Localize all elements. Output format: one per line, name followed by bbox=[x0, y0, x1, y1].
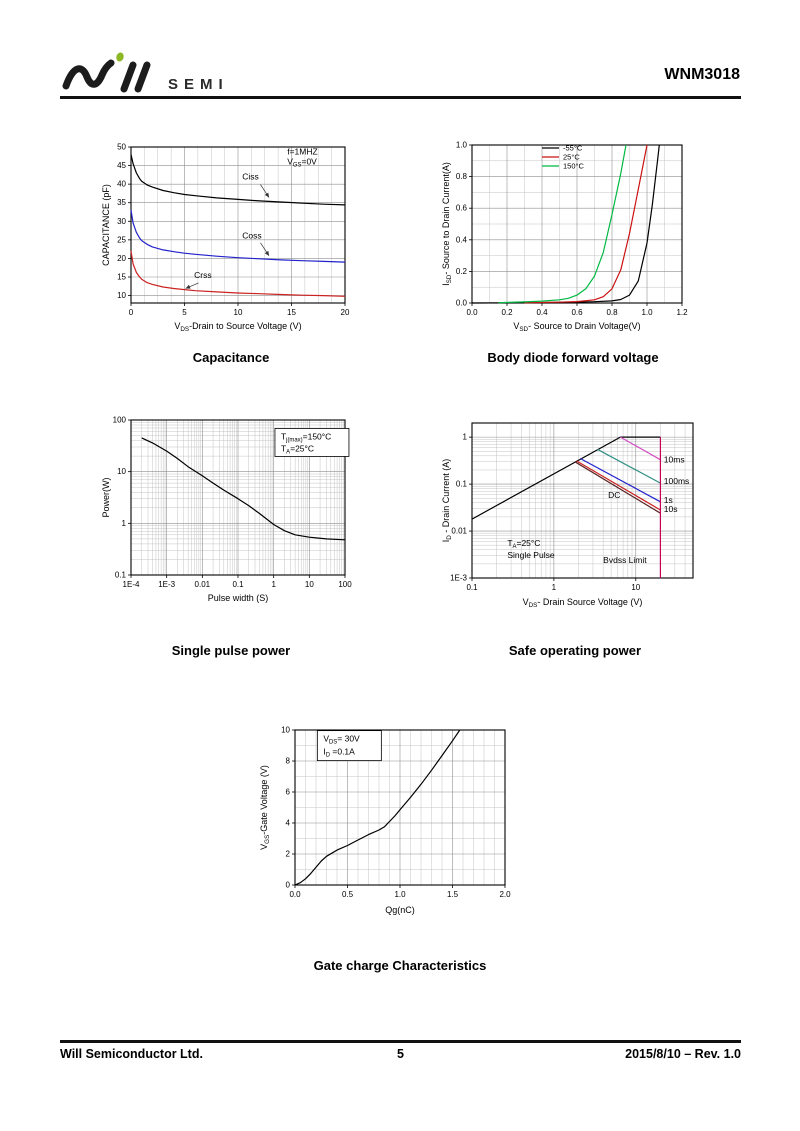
x-tick-label: 0.8 bbox=[606, 308, 618, 317]
y-axis-label: $I_{SD}-$ Source to Drain Current(A) bbox=[441, 162, 453, 286]
chart-caption-body-diode: Body diode forward voltage bbox=[487, 350, 659, 365]
y-tick-label: 50 bbox=[117, 142, 126, 152]
footer-rule bbox=[60, 1040, 741, 1043]
x-tick-label: 100 bbox=[338, 580, 352, 589]
y-tick-label: 35 bbox=[117, 198, 126, 208]
x-tick-label: 1E-3 bbox=[158, 580, 176, 589]
chart-caption-single-pulse: Single pulse power bbox=[171, 643, 291, 658]
x-tick-label: 0.0 bbox=[466, 308, 478, 317]
logo-slash-2 bbox=[138, 65, 147, 89]
chart-caption-soa: Safe operating power bbox=[508, 643, 642, 658]
grid bbox=[131, 147, 345, 303]
y-tick-label: 10 bbox=[117, 291, 126, 301]
chart-svg bbox=[440, 410, 710, 612]
y-tick-label: 25 bbox=[117, 235, 126, 245]
x-tick-label: 1.5 bbox=[446, 890, 459, 899]
single-pulse-power-chart bbox=[100, 408, 356, 613]
annotation: 10s bbox=[663, 503, 678, 514]
y-tick-label: 10 bbox=[117, 467, 126, 477]
annotation: $T_A=25^\circ C$ bbox=[507, 538, 541, 551]
y-tick-label: 0.1 bbox=[455, 479, 467, 489]
x-tick-label: 0.2 bbox=[501, 308, 513, 317]
annotation: 100ms bbox=[663, 476, 690, 487]
x-axis-label: $V_{SD}-$ Source to Drain Voltage(V) bbox=[513, 321, 641, 333]
y-tick-label: 0.6 bbox=[455, 203, 467, 213]
x-tick-label: 1 bbox=[271, 580, 276, 589]
y-tick-label: 0.0 bbox=[455, 298, 467, 308]
y-tick-label: 0.01 bbox=[451, 526, 467, 536]
capacitance-chart bbox=[100, 136, 356, 341]
annotation: $I_D =0.1A$ bbox=[323, 746, 355, 759]
willsemi-logo bbox=[62, 50, 229, 96]
annotation: f=1MHZ bbox=[287, 146, 318, 157]
annotation: $V_{DS}= 30V$ bbox=[323, 733, 360, 746]
y-tick-label: 1.0 bbox=[455, 140, 467, 150]
annotation: Coss bbox=[242, 230, 262, 241]
safe-operating-area-chart bbox=[440, 410, 710, 617]
annotation: Bvdss Limit bbox=[603, 554, 647, 565]
logo-green-dot bbox=[115, 52, 125, 63]
annotation: $T_A=25^\circ C$ bbox=[280, 443, 315, 456]
annotation: DC bbox=[608, 490, 621, 501]
arrow-head bbox=[265, 251, 269, 256]
annotation: $T_{j(max)}=150^\circ C$ bbox=[280, 431, 332, 444]
chart-svg bbox=[100, 136, 356, 336]
logo-wave bbox=[66, 63, 111, 86]
annotation: Crss bbox=[194, 270, 212, 281]
y-tick-label: 1E-3 bbox=[450, 573, 467, 583]
y-axis-label: CAPACITANCE (pF) bbox=[101, 184, 111, 266]
y-axis-label: $V_{GS}$-Gate Voltage (V) bbox=[259, 765, 271, 850]
x-tick-label: 2.0 bbox=[499, 890, 511, 899]
annotation: Ciss bbox=[242, 171, 259, 182]
body-diode-forward-voltage-chart bbox=[440, 136, 702, 341]
x-tick-label: 10 bbox=[304, 580, 314, 589]
x-axis-label: $V_{DS}$-Drain to Source Voltage (V) bbox=[174, 321, 302, 333]
annotation: Single Pulse bbox=[507, 550, 555, 561]
x-tick-label: 20 bbox=[340, 308, 350, 317]
x-tick-label: 0.5 bbox=[341, 890, 354, 899]
gate-charge-chart bbox=[258, 718, 520, 925]
x-tick-label: 0.0 bbox=[289, 890, 301, 899]
x-tick-label: 5 bbox=[182, 308, 187, 317]
footer-page-number: 5 bbox=[397, 1047, 404, 1061]
chart-svg bbox=[440, 136, 702, 336]
willsemi-logo-mark bbox=[62, 50, 158, 96]
chart-caption-gate-charge: Gate charge Characteristics bbox=[313, 958, 487, 973]
series-10ms bbox=[620, 437, 660, 460]
y-axis-label: Power(W) bbox=[101, 477, 111, 518]
legend-label: 25°C bbox=[563, 152, 580, 162]
chart-svg bbox=[258, 718, 520, 920]
x-tick-label: 15 bbox=[287, 308, 296, 317]
y-tick-label: 1 bbox=[462, 432, 467, 442]
y-tick-label: 20 bbox=[117, 253, 126, 263]
annotation: $V_{GS}=0V$ bbox=[287, 156, 317, 169]
arrow-head bbox=[265, 193, 269, 198]
x-tick-label: 0.1 bbox=[466, 583, 478, 592]
legend-label: 150°C bbox=[563, 161, 584, 171]
y-tick-label: 10 bbox=[281, 725, 290, 735]
y-tick-label: 0.2 bbox=[455, 266, 467, 276]
y-tick-label: 15 bbox=[117, 272, 126, 282]
chart-caption-capacitance: Capacitance bbox=[192, 350, 270, 365]
y-tick-label: 2 bbox=[285, 849, 290, 859]
x-tick-label: 0.1 bbox=[232, 580, 244, 589]
x-tick-label: 1.2 bbox=[676, 308, 688, 317]
x-tick-label: 0.01 bbox=[194, 580, 211, 589]
y-tick-label: 6 bbox=[285, 787, 290, 797]
y-tick-label: 0.1 bbox=[114, 570, 126, 580]
x-tick-label: 1E-4 bbox=[122, 580, 140, 589]
x-tick-label: 10 bbox=[233, 308, 243, 317]
page-footer bbox=[60, 1047, 741, 1061]
y-axis-label: $I_D$ - Drain Current (A) bbox=[441, 458, 453, 543]
x-tick-label: 0.6 bbox=[571, 308, 583, 317]
x-tick-label: 1.0 bbox=[641, 308, 653, 317]
x-tick-label: 10 bbox=[631, 583, 641, 592]
y-tick-label: 4 bbox=[285, 818, 290, 828]
part-number: WNM3018 bbox=[664, 66, 740, 83]
annotation: 10ms bbox=[663, 454, 685, 465]
logo-slash-1 bbox=[124, 65, 133, 89]
x-tick-label: 0 bbox=[128, 308, 134, 317]
logo-semi-text: SEMI bbox=[168, 76, 229, 93]
y-tick-label: 0.4 bbox=[455, 235, 467, 245]
header-rule bbox=[60, 96, 741, 99]
x-tick-label: 1.0 bbox=[394, 890, 406, 899]
x-tick-label: 1 bbox=[551, 583, 557, 592]
y-tick-label: 100 bbox=[112, 415, 126, 425]
y-tick-label: 0.8 bbox=[455, 172, 467, 182]
x-tick-label: 0.4 bbox=[536, 308, 548, 317]
y-tick-label: 30 bbox=[117, 216, 126, 226]
legend-label: -55°C bbox=[563, 143, 583, 153]
y-tick-label: 45 bbox=[117, 161, 126, 171]
x-axis-label: Pulse width (S) bbox=[207, 593, 269, 603]
y-tick-label: 8 bbox=[285, 756, 290, 766]
chart-svg bbox=[100, 408, 356, 608]
footer-company: Will Semiconductor Ltd. bbox=[60, 1047, 203, 1061]
annotation: 1s bbox=[663, 494, 673, 505]
footer-revision: 2015/8/10 – Rev. 1.0 bbox=[625, 1047, 741, 1061]
y-tick-label: 0 bbox=[285, 880, 290, 890]
x-axis-label: $V_{DS}-$ Drain Source Voltage (V) bbox=[522, 597, 643, 609]
x-axis-label: Qg(nC) bbox=[385, 905, 415, 915]
y-tick-label: 40 bbox=[117, 179, 126, 189]
y-tick-label: 1 bbox=[121, 518, 126, 528]
